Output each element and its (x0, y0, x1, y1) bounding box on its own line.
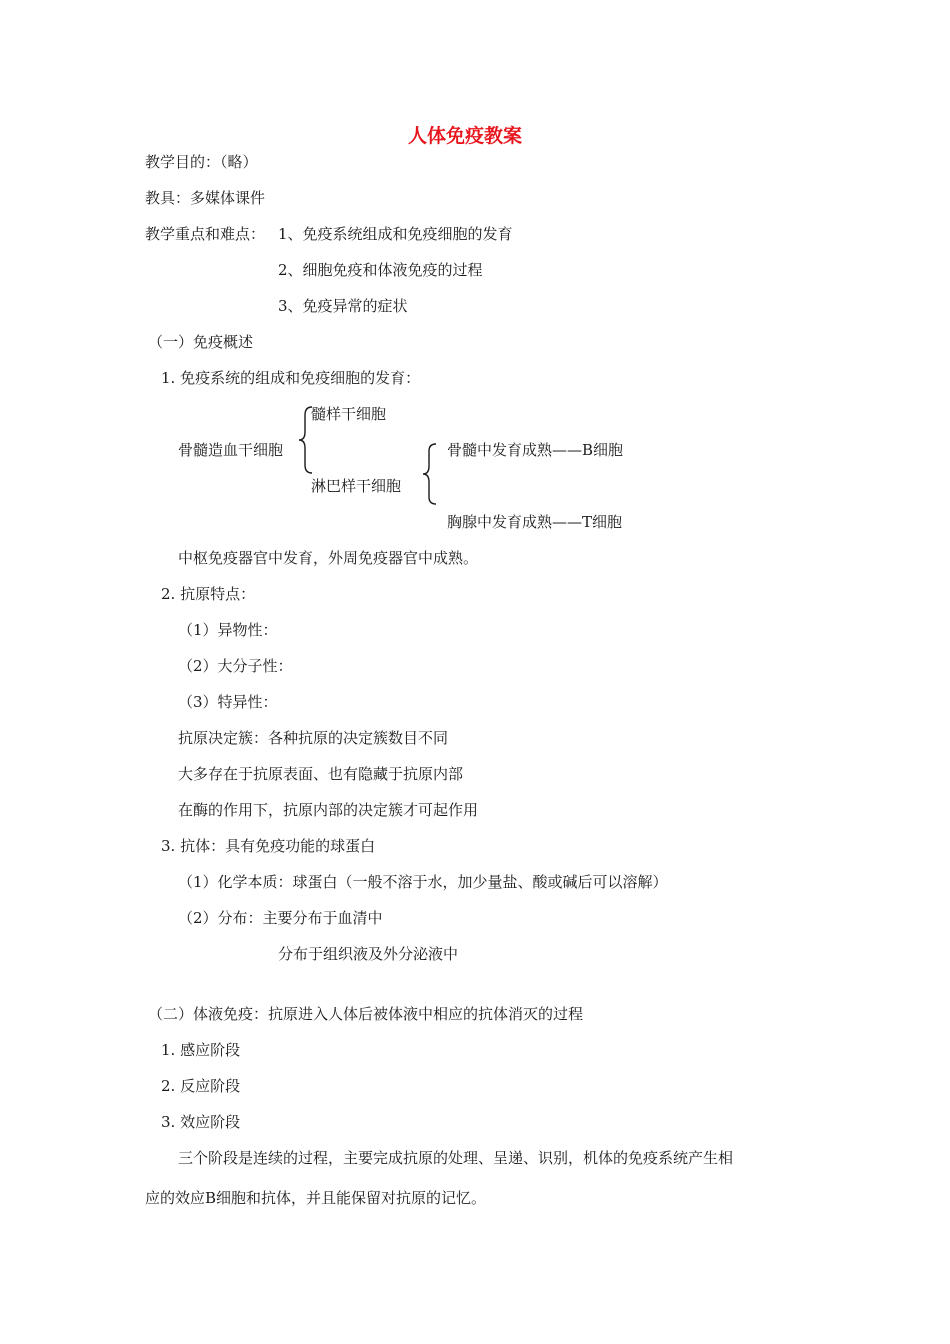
stage-1: 1. 感应阶段 (161, 1041, 241, 1059)
antibody-distribution: （2）分布：主要分布于血清中 (178, 909, 383, 927)
keypoints-label: 教学重点和难点： (145, 225, 266, 243)
section2-heading: （二）体液免疫：抗原进入人体后被体液中相应的抗体消灭的过程 (148, 1005, 584, 1023)
stage-3: 3. 效应阶段 (161, 1113, 241, 1131)
antigen-detail-2: 大多存在于抗原表面、也有隐藏于抗原内部 (178, 765, 464, 783)
antigen-prop-1: （1）异物性： (178, 621, 278, 639)
diagram-root: 骨髓造血干细胞 (178, 441, 284, 459)
brace-right (422, 443, 442, 505)
item1-title: 1. 免疫系统的组成和免疫细胞的发育： (161, 369, 421, 387)
keypoint-3: 3、免疫异常的症状 (278, 297, 408, 315)
antigen-prop-2: （2）大分子性： (178, 657, 293, 675)
diagram-leaf-t: 胸腺中发育成熟——T细胞 (447, 513, 623, 531)
diagram-leaf-b: 骨髓中发育成熟——B细胞 (447, 441, 624, 459)
brace-left (298, 406, 318, 474)
summary-paragraph-line2: 应的效应B细胞和抗体，并且能保留对抗原的记忆。 (145, 1189, 487, 1207)
antibody-distribution-2: 分布于组织液及外分泌液中 (278, 945, 459, 963)
stage-2: 2. 反应阶段 (161, 1077, 241, 1095)
summary-paragraph-line1: 三个阶段是连续的过程，主要完成抗原的处理、呈递、识别，机体的免疫系统产生相 (178, 1149, 734, 1167)
antibody-nature: （1）化学本质：球蛋白（一般不溶于水，加少量盐、酸或碱后可以溶解） (178, 873, 668, 891)
item3-title: 3. 抗体：具有免疫功能的球蛋白 (161, 837, 376, 855)
teaching-tools: 教具：多媒体课件 (145, 189, 266, 207)
keypoint-2: 2、细胞免疫和体液免疫的过程 (278, 261, 483, 279)
teaching-purpose: 教学目的：（略） (145, 153, 258, 171)
item1-note: 中枢免疫器官中发育，外周免疫器官中成熟。 (178, 549, 479, 567)
diagram-branch-top: 髓样干细胞 (311, 405, 387, 423)
item2-title: 2. 抗原特点： (161, 585, 256, 603)
document-title: 人体免疫教案 (408, 125, 523, 147)
antigen-prop-3: （3）特异性： (178, 693, 278, 711)
antigen-detail-3: 在酶的作用下，抗原内部的决定簇才可起作用 (178, 801, 479, 819)
section1-heading: （一）免疫概述 (148, 333, 254, 351)
keypoint-1: 1、免疫系统组成和免疫细胞的发育 (278, 225, 513, 243)
antigen-detail-1: 抗原决定簇：各种抗原的决定簇数目不同 (178, 729, 449, 747)
diagram-branch-bottom: 淋巴样干细胞 (311, 477, 402, 495)
